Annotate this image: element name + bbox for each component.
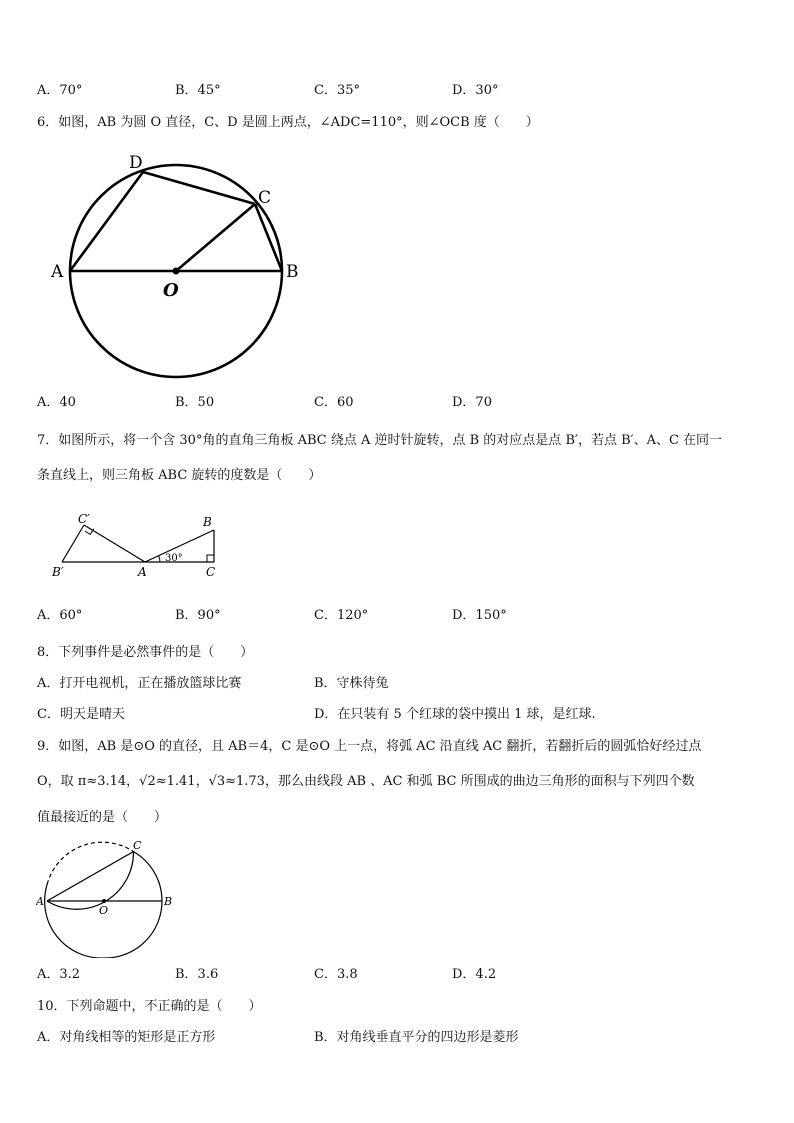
q6-label-b: B (286, 262, 299, 282)
q6-option-d: D．70 (452, 395, 492, 410)
q7-option-d: D．150° (452, 608, 507, 623)
q10-option-a: A．对角线相等的矩形是正方形 (37, 1030, 216, 1045)
q6-option-b: B．50 (175, 395, 215, 410)
q6-stem: 6．如图，AB 为圆 O 直径，C、D 是圆上两点，∠ADC=110°，则∠OCB 度（ ） (37, 115, 539, 130)
q7-label-bp: B′ (52, 565, 64, 579)
q7-triangle-figure (48, 505, 228, 583)
q9-chord-ac (47, 852, 134, 901)
q7-stem-line1: 7．如图所示，将一个含 30°角的直角三角板 ABC 绕点 A 逆时针旋转，点 B 的对应点是点 B′，若点 B′、A、C 在同一 (37, 433, 723, 448)
q7-angle-arc (159, 556, 160, 562)
q7-option-b: B．90° (175, 608, 221, 623)
q7-side-bp-cp (62, 525, 84, 562)
q8-stem: 8．下列事件是必然事件的是（ ） (37, 645, 254, 660)
q7-option-c: C．120° (314, 608, 369, 623)
q9-label-b: B (164, 895, 173, 908)
q10-stem: 10．下列命题中，不正确的是（ ） (37, 999, 262, 1014)
q9-label-a: A (36, 895, 44, 908)
q6-chord-cb (255, 204, 282, 271)
q6-chord-dc (143, 172, 255, 204)
q9-option-d: D．4.2 (452, 967, 497, 982)
q5-option-d: D．30° (452, 83, 499, 98)
q6-option-c: C．60 (314, 395, 354, 410)
q9-option-c: C．3.8 (314, 967, 358, 982)
q10-option-b: B．对角线垂直平分的四边形是菱形 (314, 1030, 519, 1045)
q9-label-o: O (99, 904, 109, 917)
q9-circle-dashed-arc (47, 842, 133, 884)
q7-option-a: A．60° (37, 608, 83, 623)
q5-option-c: C．35° (314, 83, 360, 98)
q6-label-d: D (129, 153, 143, 173)
q7-label-angle: 30° (165, 553, 183, 564)
q7-label-cp: C′ (78, 512, 90, 526)
q7-stem-line2: 条直线上，则三角板 ABC 旋转的度数是（ ） (37, 468, 322, 483)
q9-center-dot (102, 899, 106, 903)
q7-right-angle-c (207, 555, 214, 562)
q8-option-b: B．守株待兔 (314, 676, 389, 691)
q5-option-b: B．45° (175, 83, 221, 98)
q6-center-dot (173, 268, 180, 275)
q6-radius-oc (176, 204, 255, 271)
q6-circle-figure (40, 150, 320, 390)
q6-label-c: C (258, 188, 272, 208)
q7-label-a: A (138, 565, 147, 579)
q6-label-a: A (51, 262, 64, 282)
q9-circle-figure (36, 834, 186, 958)
q9-option-b: B．3.6 (175, 967, 219, 982)
q7-label-b: B (203, 515, 212, 529)
q9-option-a: A．3.2 (37, 967, 81, 982)
q9-label-c: C (133, 839, 142, 852)
q8-option-c: C．明天是晴天 (37, 707, 125, 722)
q9-stem-line1: 9．如图，AB 是⊙O 的直径，且 AB＝4，C 是⊙O 上一点，将弧 AC 沿直线 AC 翻折，若翻折后的圆弧恰好经过点 (37, 739, 702, 754)
q6-label-o: O (163, 280, 179, 301)
q6-option-a: A．40 (37, 395, 76, 410)
q8-option-d: D．在只装有 5 个红球的袋中摸出 1 球，是红球. (314, 707, 596, 722)
q5-option-a: A．70° (37, 83, 83, 98)
q9-stem-line2: O，取 π≈3.14，√2≈1.41，√3≈1.73，那么由线段 AB 、AC 和弧 BC 所围成的曲边三角形的面积与下列四个数 (37, 774, 695, 789)
q9-stem-line3: 值最接近的是（ ） (37, 810, 168, 825)
q7-label-c: C (206, 565, 216, 579)
q8-option-a: A．打开电视机，正在播放篮球比赛 (37, 676, 242, 691)
